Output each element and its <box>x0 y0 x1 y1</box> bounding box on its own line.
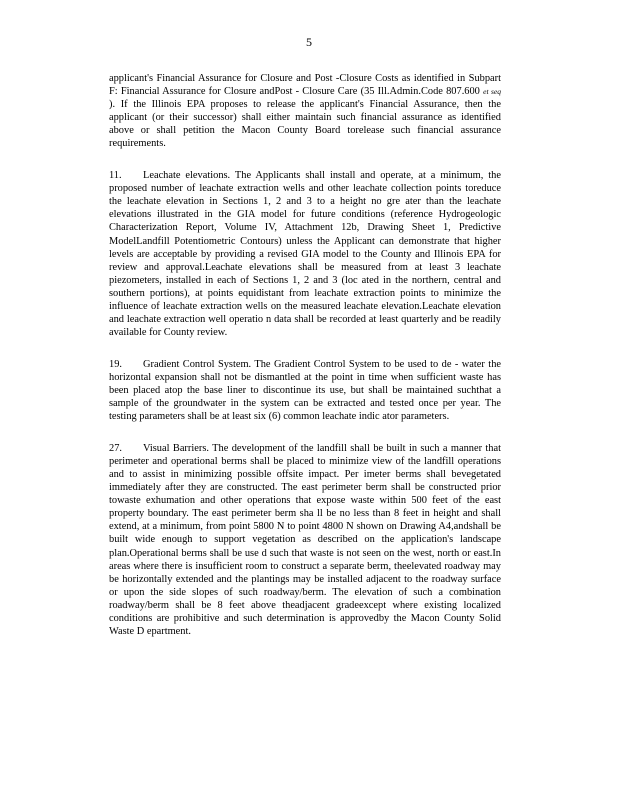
paragraph-text: applicant's Financial Assurance for Closure and Post -Closure Costs as identified in Subpart F: Financial Assurance for Closure andPost - Closure Care (35 Ill.Admin.Code 807.600 <box>109 73 501 98</box>
paragraph-text: Leachate elevations. The Applicants shall install and operate, at a minimum, the proposed number of leachate extraction wells and other leachate collection points toreduce the leachate elevation in Sections 1, 2 and 3 to a height no gre ater than the leachate elevations illustrated in the GIA model for future conditions (reference Hydrogeologic Characterization Report, Volume IV, Attachment 12b, Drawing Sheet 1, Predictive ModelLandfill Potentiometric Contours) unless the Applicant can demonstrate that higher levels are acceptable by providing a revised GIA model to the County and Illinois EPA for review and approval.Leachate elevations shall be measured from at least 3 leachate piezometers, installed in each of Sections 1, 2 and 3 (loc ated in the northern, central and southern portions), at points equidistant from leachate extraction points to minimize the influence of leachate extraction wells on the measured leachate elevation.Leachate elevation and leachate extraction well operatio n data shall be recorded at least quarterly and be readily available for County review. <box>109 170 501 338</box>
paragraph-continuation <box>109 72 501 150</box>
paragraph-leachate-elevations <box>109 169 501 339</box>
paragraph-number: 19. <box>109 358 122 370</box>
paragraph-gradient-control <box>109 358 501 423</box>
italic-citation: et seq <box>483 87 502 97</box>
paragraph-text: Visual Barriers. The development of the landfill shall be built in such a manner that perimeter and operational berms shall be placed to minimize view of the landfill operations and to assist in minimizing possible offsite impact. Per imeter berms shall bevegetated immediately after they are constructed. The east perimeter berm shall be constructed prior towaste exhumation and other operations that expose waste within 500 feet of the east property boundary. The east perimeter berm sha ll be no less than 8 feet in height and shall extend, at a minimum, from point 5800 N to point 4800 N shown on Drawing A4,andshall be built wide enough to support vegetation as described on the application's landscape plan.Operational berms shall be use d such that waste is not seen on the west, north or east.In areas where there is insufficient room to construct a separate berm, theelevated roadway may be horizontally extended and the plantings may be installed adjacent to the roadway surface or upon the side slopes of such roadway/berm. The elevation of such a combination roadway/berm shall be 8 feet above theadjacent gradeexcept where existing localized conditions are prohibitive and such determination is approvedby the Macon County Solid Waste D epartment. <box>109 443 501 637</box>
paragraph-visual-barriers <box>109 442 501 638</box>
paragraph-text: Gradient Control System. The Gradient Control System to be used to de - water the horizontal expansion shall not be dismantled at the point in time when sufficient waste has been placed atop the base liner to discontinue its use, but shall be maintained suchthat a sample of the groundwater in the system can be extracted and tested once per year. The testing parameters shall be at least six (6) common leachate indic ator parameters. <box>109 358 501 423</box>
page-number: 5 <box>306 35 312 49</box>
paragraph-number: 11. <box>109 170 122 182</box>
paragraph-number: 27. <box>109 443 122 455</box>
paragraph-text-after: ). If the Illinois EPA proposes to release the applicant's Financial Assurance, then the applicant (or their successor) shall either maintain such financial assurance as identified above or shall petition the Macon County Board torelease such financial assurance requirements. <box>109 99 501 150</box>
document-body <box>109 72 501 657</box>
